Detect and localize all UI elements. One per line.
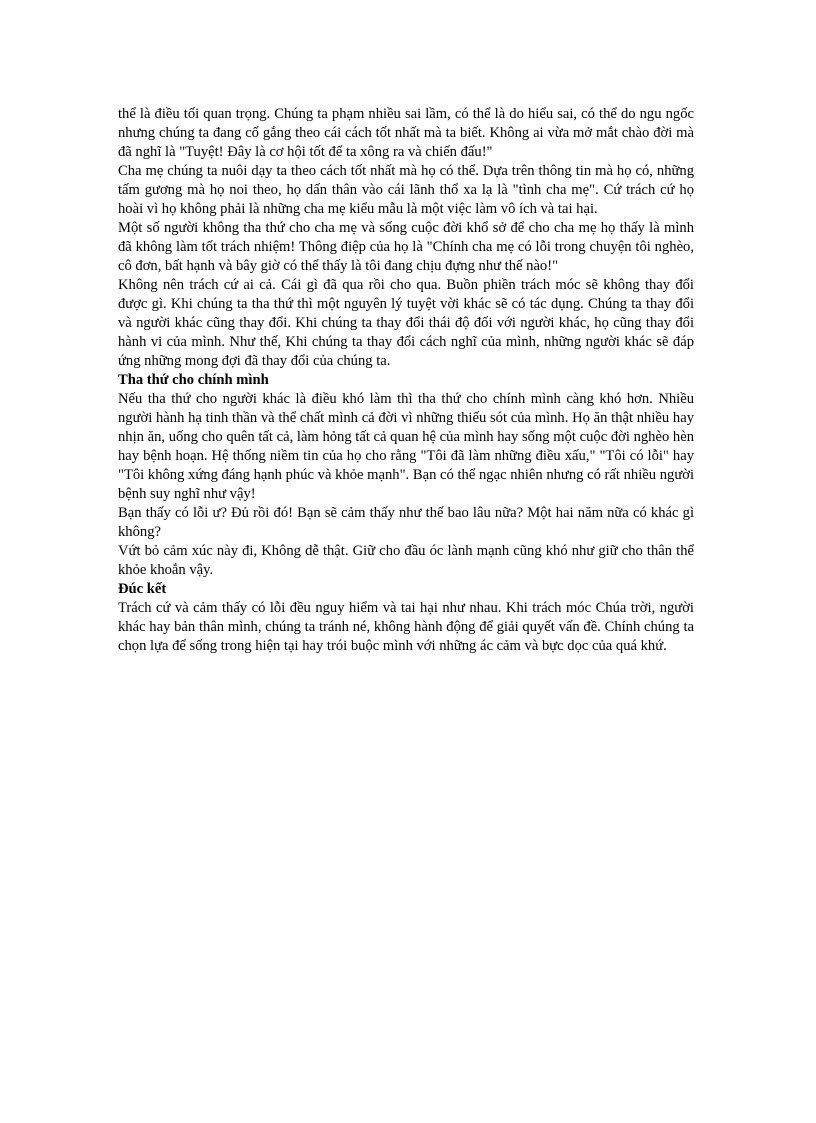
paragraph: Trách cứ và cảm thấy có lỗi đều nguy hiểm và tai hại như nhau. Khi trách móc Chúa trời, người khác hay bản thân mình, chúng ta tránh né, không hành động để giải quyết vấn đề. Chính chúng ta chọn lựa để sống trong hiện tại hay trói buộc mình với những ác cảm và bực dọc của quá khứ. bbox=[118, 600, 694, 654]
section-heading-forgive-self: Tha thứ cho chính mình bbox=[118, 372, 269, 388]
paragraph: thể là điều tối quan trọng. Chúng ta phạm nhiều sai lầm, có thể là do hiểu sai, có thể do ngu ngốc nhưng chúng ta đang cố gắng theo cái cách tốt nhất mà ta biết. Không ai vừa mở mắt chào đời mà đã nghĩ là "Tuyệt! Đây là cơ hội tốt để ta xông ra và chiến đấu!" bbox=[118, 106, 694, 160]
paragraph: Bạn thấy có lỗi ư? Đủ rồi đó! Bạn sẽ cảm thấy như thế bao lâu nữa? Một hai năm nữa có khác gì không? bbox=[118, 505, 694, 540]
paragraph: Vứt bỏ cảm xúc này đi, Không dễ thật. Giữ cho đầu óc lành mạnh cũng khó như giữ cho thân thể khỏe khoắn vậy. bbox=[118, 543, 694, 578]
paragraph: Một số người không tha thứ cho cha mẹ và sống cuộc đời khổ sở để cho cha mẹ họ thấy là mình đã không làm tốt trách nhiệm! Thông điệp của họ là "Chính cha mẹ có lỗi trong chuyện tôi nghèo, cô đơn, bất hạnh và bây giờ có thể thấy là tôi đang chịu đựng như thế nào!" bbox=[118, 220, 694, 274]
section-heading-conclusion: Đúc kết bbox=[118, 581, 167, 597]
paragraph: Nếu tha thứ cho người khác là điều khó làm thì tha thứ cho chính mình càng khó hơn. Nhiều người hành hạ tinh thần và thể chất mình cả đời vì những thiếu sót của mình. Họ ăn thật nhiều hay nhịn ăn, uống cho quên tất cả, làm hỏng tất cả quan hệ của mình hay sống một cuộc đời nghèo hèn hay bệnh hoạn. Hệ thống niềm tin của họ cho rằng "Tôi đã làm những điều xấu," "Tôi có lỗi" hay "Tôi không xứng đáng hạnh phúc và khỏe mạnh". Bạn có thể ngạc nhiên nhưng có rất nhiều người bệnh suy nghĩ như vậy! bbox=[118, 391, 694, 502]
document-body bbox=[118, 105, 694, 656]
paragraph: Cha mẹ chúng ta nuôi dạy ta theo cách tốt nhất mà họ có thể. Dựa trên thông tin mà họ có, những tấm gương mà họ noi theo, họ dấn thân vào cái lãnh thổ xa lạ là "tình cha mẹ". Cứ trách cứ họ hoài vì họ không phải là những cha mẹ kiểu mẫu là một việc làm vô ích và tai hại. bbox=[118, 163, 694, 217]
paragraph: Không nên trách cứ ai cả. Cái gì đã qua rồi cho qua. Buồn phiền trách móc sẽ không thay đổi được gì. Khi chúng ta tha thứ thì một nguyên lý tuyệt vời khác sẽ có tác dụng. Chúng ta thay đổi và người khác cũng thay đổi. Khi chúng ta thay đổi thái độ đối với người khác, họ cũng thay đổi hành vi của mình. Như thế, Khi chúng ta thay đổi cách nghĩ của mình, những người khác sẽ đáp ứng những mong đợi đã thay đổi của chúng ta. bbox=[118, 277, 694, 369]
